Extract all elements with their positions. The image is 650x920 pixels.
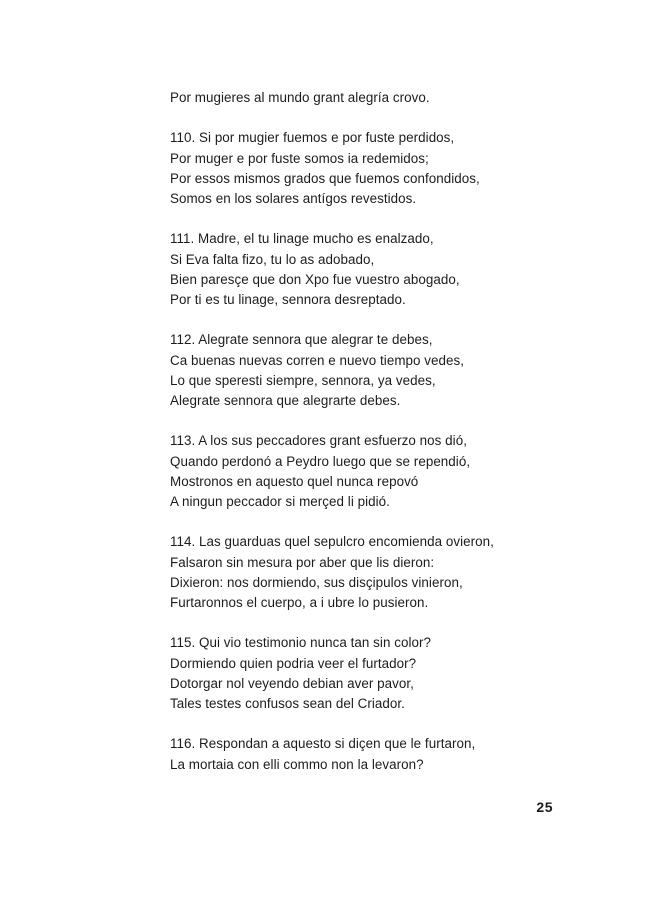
- poem-line: A ningun peccador si merçed li pidió.: [170, 494, 390, 509]
- poem-line: Si Eva falta fizo, tu lo as adobado,: [170, 251, 375, 267]
- poem-line: Dixieron: nos dormiendo, sus disçipulos vinieron,: [170, 574, 463, 590]
- poem-line: 115. Qui vio testimonio nunca tan sin color?: [170, 635, 431, 651]
- poem-line: 113. A los sus peccadores grant esfuerzo nos dió,: [170, 433, 467, 449]
- page-number: 25: [536, 799, 553, 815]
- poem-line: 116. Respondan a aquesto si diçen que le furtaron,: [170, 736, 476, 752]
- poem-line: Tales testes confusos sean del Criador.: [170, 696, 405, 711]
- poem-line: Dotorgar nol veyendo debian aver pavor,: [170, 675, 414, 691]
- poem-line: Falsaron sin mesura por aber que lis dieron:: [170, 554, 435, 570]
- poem-line: Somos en los solares antígos revestidos.: [170, 191, 417, 206]
- poem-line: La mortaia con elli commo non la levaron?: [170, 756, 424, 772]
- poem-line: Por essos mismos grados que fuemos confondidos,: [170, 170, 480, 186]
- poem-line: Mostronos en aquesto quel nunca repovó: [170, 473, 419, 489]
- poem-line: Ca buenas nuevas corren e nuevo tiempo vedes,: [170, 352, 465, 368]
- poem-line: Alegrate sennora que alegrarte debes.: [170, 393, 401, 408]
- poem-line: Bien paresçe que don Xpo fue vuestro abogado,: [170, 271, 460, 287]
- stanza-112: [170, 330, 570, 411]
- poem-line: 114. Las guarduas quel sepulcro encomienda ovieron,: [170, 534, 494, 550]
- poem-line: Quando perdonó a Peydro luego que se rependió,: [170, 453, 471, 469]
- stanza-114: [170, 532, 570, 613]
- poem-line: Por ti es tu linage, sennora desreptado.: [170, 292, 406, 307]
- poem-line: 110. Si por mugier fuemos e por fuste perdidos,: [170, 130, 455, 146]
- poem-line: Dormiendo quien podria veer el furtador?: [170, 655, 417, 671]
- poem-line: Por mugieres al mundo grant alegría crovo.: [170, 90, 430, 105]
- poem-line: Por muger e por fuste somos ia redemidos;: [170, 150, 429, 166]
- poem-line: 111. Madre, el tu linage mucho es enalzado,: [170, 231, 434, 247]
- stanza-111: [170, 229, 570, 310]
- stanza-115: [170, 633, 570, 714]
- stanza-110: [170, 128, 570, 209]
- poem-line: Furtaronnos el cuerpo, a i ubre lo pusieron.: [170, 595, 429, 610]
- stanza-113: [170, 431, 570, 512]
- poem-line: 112. Alegrate sennora que alegrar te debes,: [170, 332, 433, 348]
- poem-text: [170, 88, 570, 775]
- stanza-116: [170, 734, 570, 774]
- poem-line: Lo que speresti siempre, sennora, ya vedes,: [170, 372, 436, 388]
